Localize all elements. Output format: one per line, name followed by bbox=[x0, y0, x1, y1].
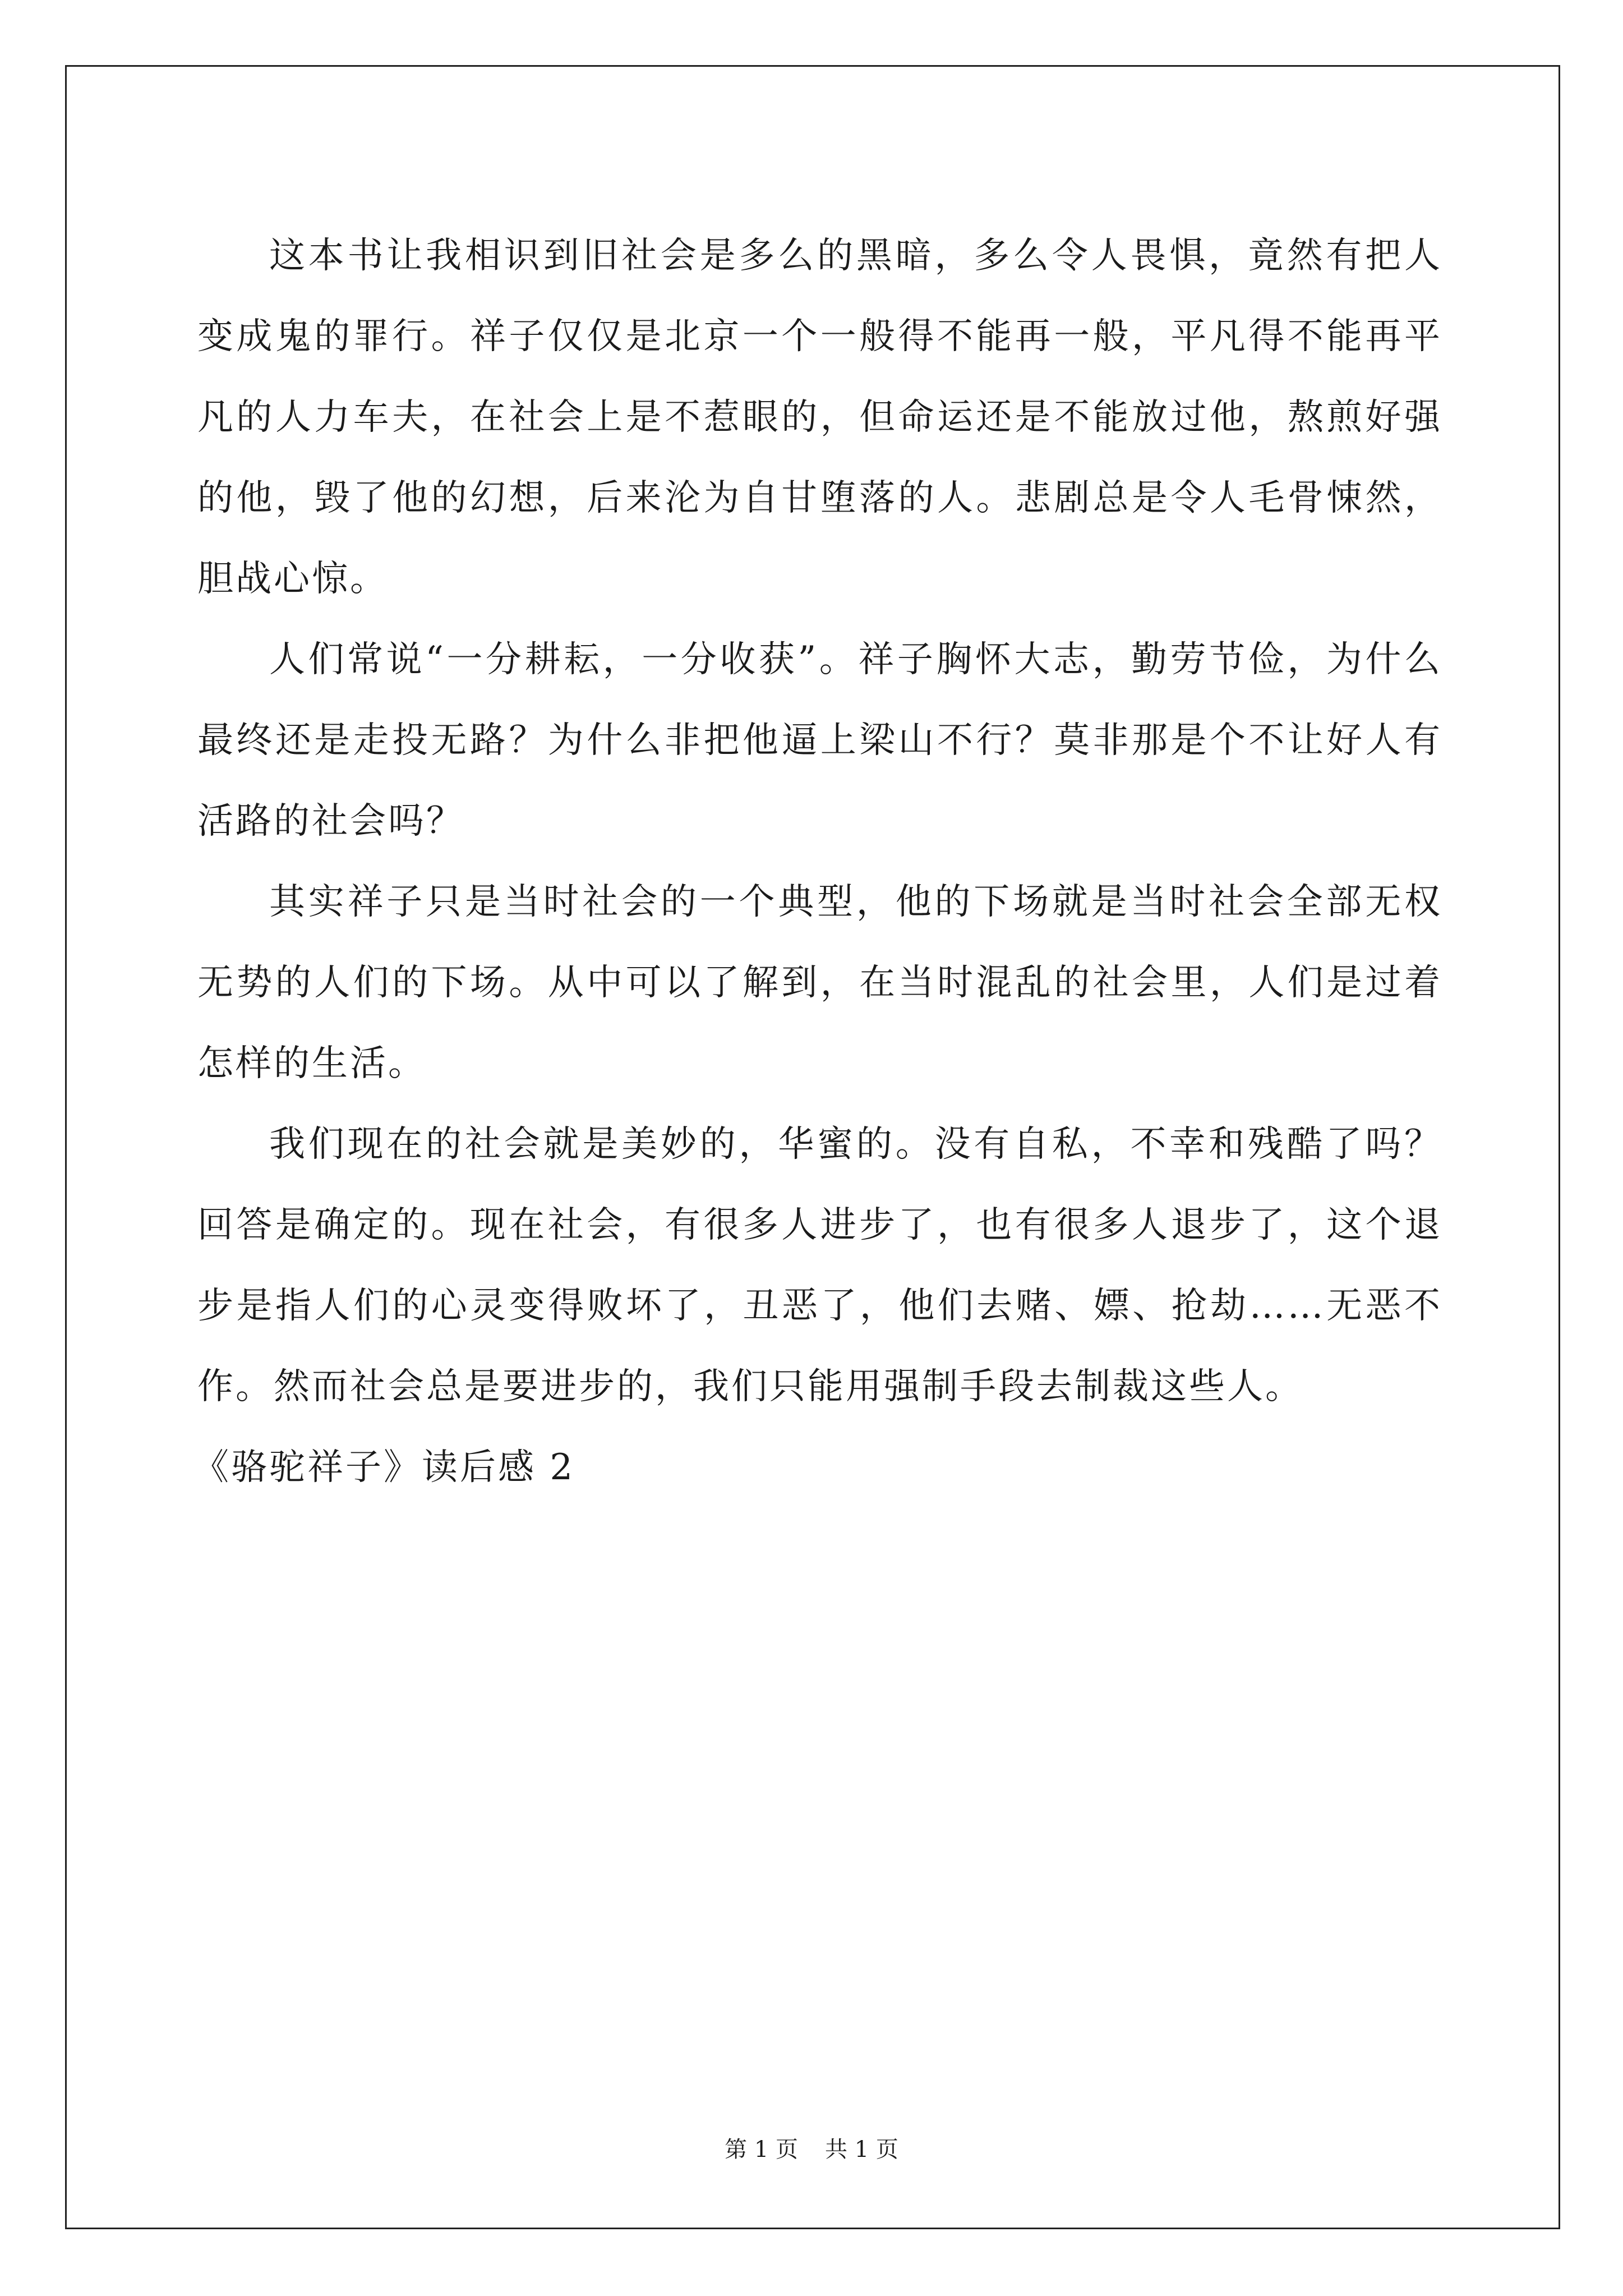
document-body bbox=[193, 215, 1442, 1508]
page-footer bbox=[0, 2133, 1623, 2166]
page-number: 第 1 页 bbox=[725, 2137, 798, 2162]
paragraph-4: 我们现在的社会就是美妙的，华蜜的。没有自私，不幸和残酷了吗？回答是确定的。现在社会，有很多人进步了，也有很多人退步了，这个退步是指人们的心灵变得败坏了，丑恶了，他们去赌、嫖、抢劫……无恶不作。然而社会总是要进步的，我们只能用强制手段去制裁这些人。 bbox=[197, 1124, 1442, 1407]
section-heading: 《骆驼祥子》读后感 2 bbox=[193, 1447, 575, 1488]
paragraph-1: 这本书让我相识到旧社会是多么的黑暗，多么令人畏惧，竟然有把人变成鬼的罪行。祥子仅仅是北京一个一般得不能再一般，平凡得不能再平凡的人力车夫，在社会上是不惹眼的，但命运还是不能放过他，熬煎好强的他，毁了他的幻想，后来沦为自甘堕落的人。悲剧总是令人毛骨悚然，胆战心惊。 bbox=[197, 235, 1442, 600]
paragraph-2: 人们常说“一分耕耘，一分收获”。祥子胸怀大志，勤劳节俭，为什么最终还是走投无路？为什么非把他逼上梁山不行？莫非那是个不让好人有活路的社会吗？ bbox=[197, 639, 1442, 842]
paragraph-3: 其实祥子只是当时社会的一个典型，他的下场就是当时社会全部无权无势的人们的下场。从中可以了解到，在当时混乱的社会里，人们是过着怎样的生活。 bbox=[197, 881, 1442, 1084]
page-total: 共 1 页 bbox=[825, 2137, 898, 2162]
